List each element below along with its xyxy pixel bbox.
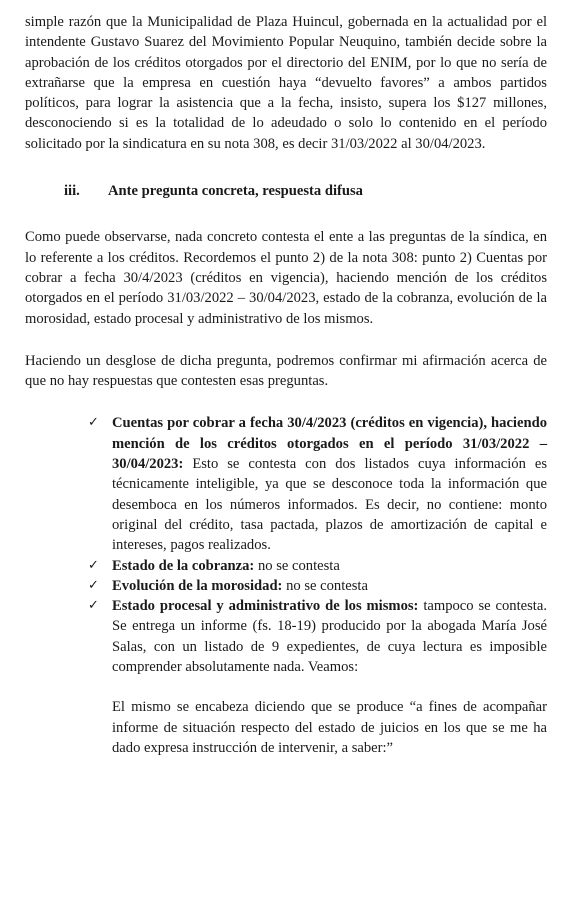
paragraph-breakdown: Haciendo un desglose de dicha pregunta, podremos confirmar mi afirmación acerca de que no hay respuestas que contesten esas preguntas.: [25, 352, 547, 390]
checklist: [25, 413, 547, 677]
checklist-item-title: Estado de la cobranza:: [112, 557, 255, 574]
section-number: iii.: [64, 183, 80, 200]
checklist-item-title: Cuentas por cobrar a fecha 30/4/2023 (créditos en vigencia), haciendo mención de los créditos otorgados en el período 31/03/2022 – 30/04/2023:: [112, 415, 547, 473]
checklist-item-title: Evolución de la morosidad:: [112, 577, 283, 594]
paragraph-observation: Como puede observarse, nada concreto contesta el ente a las preguntas de la síndica, en lo referente a los créditos. Recordemos el punto 2) de la nota 308: punto 2) Cuentas por cobrar a fecha 30/4/2023 (créditos en vigencia), haciendo mención de los créditos otorgados en el período 31/03/2022 – 30/04/2023, estado de la cobranza, evolución de la morosidad, estado procesal y administrativo de los mismos.: [25, 229, 547, 327]
checklist-item-text: tampoco se contesta. Se entrega un informe (fs. 18-19) producido por la abogada María José Salas, con un listado de 9 expedientes, de cuya lectura es imposible comprender absolutamente nada. Veamos:: [112, 598, 547, 676]
paragraph-intro: simple razón que la Municipalidad de Plaza Huincul, gobernada en la actualidad por el intendente Gustavo Suarez del Movimiento Popular Neuquino, también decide sobre la aprobación de los créditos otorgados por el directorio del ENIM, por lo que no sería de extrañarse que la empresa en cuestión haya “devuelto favores” a ambos partidos políticos, para lograr la asistencia que a la fecha, insisto, supera los $127 millones, desconociendo si es la totalidad de lo adeudado o solo lo contenido en el período solicitado por la sindicatura en su nota 308, es decir 31/03/2022 al 30/04/2023.: [25, 14, 547, 152]
section-title: Ante pregunta concreta, respuesta difusa: [108, 183, 363, 200]
check-icon: ✓: [88, 415, 99, 431]
section-heading: [64, 181, 547, 201]
check-icon: ✓: [88, 557, 99, 573]
check-icon: ✓: [88, 598, 99, 614]
checklist-item: [88, 413, 547, 555]
checklist-item-text: no se contesta: [282, 577, 368, 594]
paragraph-quote: El mismo se encabeza diciendo que se produce “a fines de acompañar informe de situación respecto del estado de juicios en los que se me ha dado expresa instrucción de intervenir, a saber:”: [112, 699, 547, 756]
checklist-item: [88, 596, 547, 677]
checklist-item-text: no se contesta: [254, 557, 340, 574]
checklist-item-text: Esto se contesta con dos listados cuya información es técnicamente inteligible, ya que se desconoce toda la información que desemboca en los números informados. Es decir, no contiene: monto original del crédito, tasa pactada, plazos de amortización de capital e intereses, pagos realizados.: [112, 456, 547, 554]
checklist-item: [88, 556, 547, 576]
checklist-item: [88, 576, 547, 596]
checklist-item-title: Estado procesal y administrativo de los mismos:: [112, 598, 419, 615]
check-icon: ✓: [88, 577, 99, 593]
